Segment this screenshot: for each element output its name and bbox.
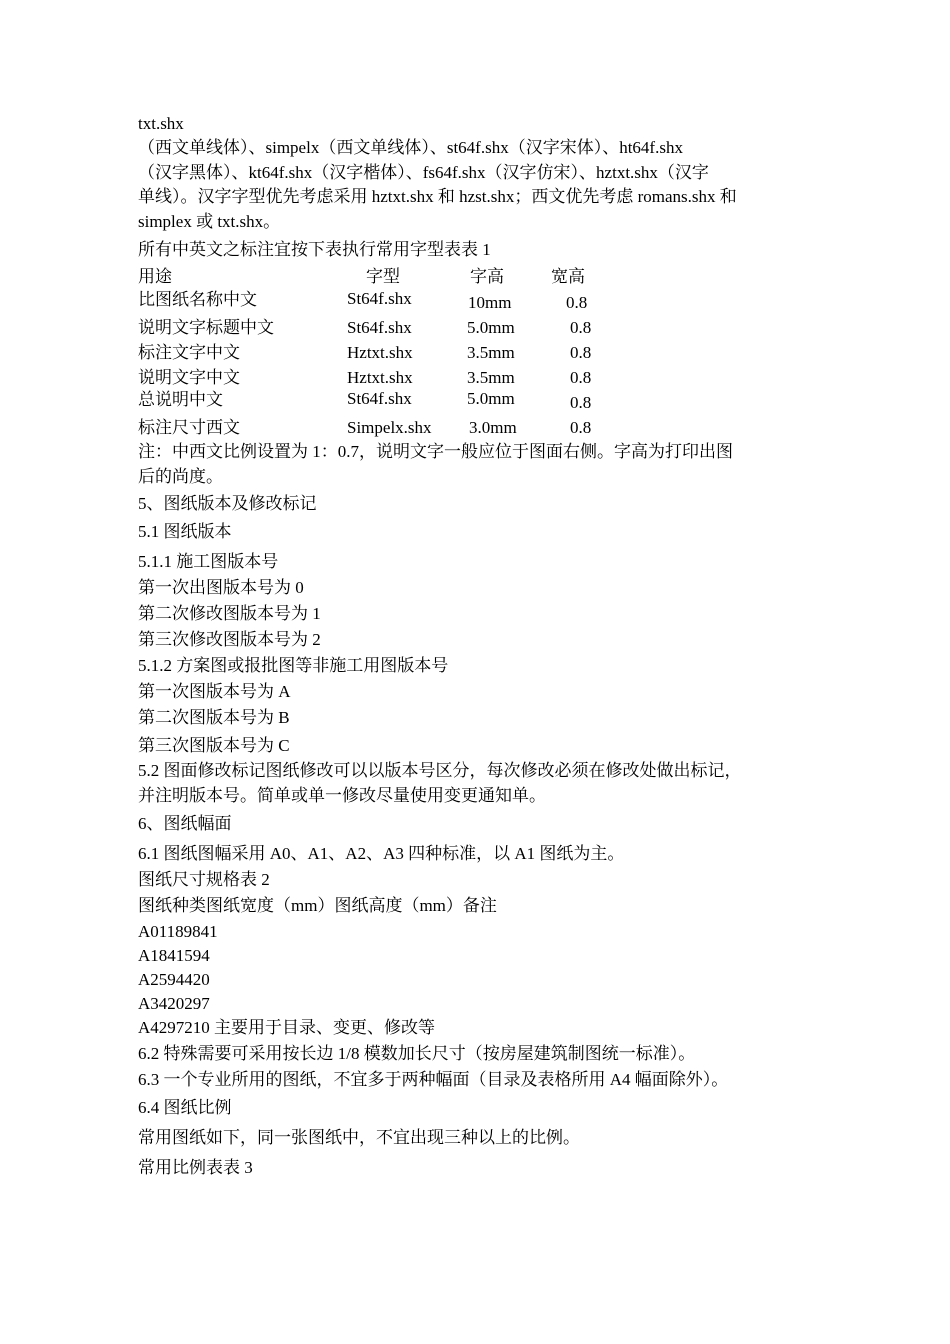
font-table-cell: 说明文字标题中文 (138, 318, 274, 337)
intro-line-2: （西文单线体）、simpelx（西文单线体）、st64f.shx（汉字宋体）、ht64f.shx (138, 138, 683, 157)
subsection-heading: 5.1.1 施工图版本号 (138, 552, 279, 571)
font-table-cell: 0.8 (570, 393, 592, 412)
font-table-cell: 标注文字中文 (138, 343, 240, 362)
body-line: A1841594 (138, 946, 210, 965)
body-line: 图纸种类图纸宽度（mm）图纸高度（mm）备注 (138, 896, 497, 915)
font-table-note-line-1: 注：中西文比例设置为 1：0.7，说明文字一般应位于图面右侧。字高为打印出图 (138, 442, 733, 461)
font-table-cell: 10mm (468, 293, 512, 312)
font-table-header-ratio: 宽高 (551, 267, 585, 286)
font-table-header-font: 字型 (366, 267, 400, 286)
body-line: A4297210 主要用于目录、变更、修改等 (138, 1018, 436, 1037)
section-heading: 5、图纸版本及修改标记 (138, 494, 317, 513)
font-table-cell: 总说明中文 (138, 390, 223, 409)
font-table-note-line-2: 后的尚度。 (138, 467, 223, 486)
body-line: 并注明版本号。简单或单一修改尽量使用变更通知单。 (138, 786, 546, 805)
font-table-cell: 比图纸名称中文 (138, 290, 257, 309)
font-table-cell: 0.8 (570, 343, 592, 362)
body-line: 第三次修改图版本号为 2 (138, 630, 321, 649)
body-line: A2594420 (138, 970, 210, 989)
body-line: 6.2 特殊需要可采用按长边 1/8 模数加长尺寸（按房屋建筑制图统一标准）。 (138, 1044, 696, 1063)
body-line: 第二次图版本号为 B (138, 708, 290, 727)
font-table-cell: 3.5mm (467, 368, 515, 387)
table-caption: 图纸尺寸规格表 2 (138, 870, 270, 889)
subsection-heading: 6.4 图纸比例 (138, 1098, 232, 1117)
body-line: 第一次出图版本号为 0 (138, 578, 304, 597)
table-caption: 常用比例表表 3 (138, 1158, 253, 1177)
body-line: A01189841 (138, 922, 218, 941)
intro-line-5: simplex 或 txt.shx。 (138, 212, 281, 231)
font-table-cell: 3.0mm (469, 418, 517, 437)
font-table-caption: 所有中英文之标注宜按下表执行常用字型表表 1 (138, 240, 491, 259)
body-line: A3420297 (138, 994, 210, 1013)
font-table-cell: 3.5mm (467, 343, 515, 362)
font-table-header-height: 字高 (470, 267, 504, 286)
body-line: 第二次修改图版本号为 1 (138, 604, 321, 623)
font-table-cell: 0.8 (570, 418, 592, 437)
font-table-cell: 标注尺寸西文 (138, 418, 240, 437)
font-table-cell: Hztxt.shx (347, 368, 413, 387)
intro-line-3: （汉字黑体）、kt64f.shx（汉字楷体）、fs64f.shx（汉字仿宋）、hztxt.shx（汉字 (138, 163, 709, 182)
font-table-cell: 0.8 (566, 293, 588, 312)
body-line: 6.3 一个专业所用的图纸，不宜多于两种幅面（目录及表格所用 A4 幅面除外）。 (138, 1070, 729, 1089)
intro-line-1: txt.shx (138, 114, 184, 133)
font-table-cell: 0.8 (570, 318, 592, 337)
body-line: 第三次图版本号为 C (138, 736, 290, 755)
intro-line-4: 单线）。汉字字型优先考虑采用 hztxt.shx 和 hzst.shx；西文优先考虑 romans.shx 和 (138, 187, 737, 206)
font-table-cell: Simpelx.shx (347, 418, 432, 437)
font-table-cell: 5.0mm (467, 389, 515, 408)
body-line: 5.2 图面修改标记图纸修改可以以版本号区分，每次修改必须在修改处做出标记， (138, 761, 742, 780)
font-table-cell: St64f.shx (347, 289, 412, 308)
section-heading: 6、图纸幅面 (138, 814, 232, 833)
font-table-cell: St64f.shx (347, 318, 412, 337)
font-table-cell: 0.8 (570, 368, 592, 387)
body-line: 第一次图版本号为 A (138, 682, 291, 701)
subsection-heading: 5.1.2 方案图或报批图等非施工用图版本号 (138, 656, 449, 675)
font-table-cell: 说明文字中文 (138, 368, 240, 387)
body-line: 常用图纸如下，同一张图纸中，不宜出现三种以上的比例。 (138, 1128, 580, 1147)
font-table-cell: Hztxt.shx (347, 343, 413, 362)
font-table-cell: St64f.shx (347, 389, 412, 408)
body-line: 6.1 图纸图幅采用 A0、A1、A2、A3 四种标准，以 A1 图纸为主。 (138, 844, 625, 863)
font-table-header-usage: 用途 (138, 267, 172, 286)
font-table-cell: 5.0mm (467, 318, 515, 337)
subsection-heading: 5.1 图纸版本 (138, 522, 232, 541)
